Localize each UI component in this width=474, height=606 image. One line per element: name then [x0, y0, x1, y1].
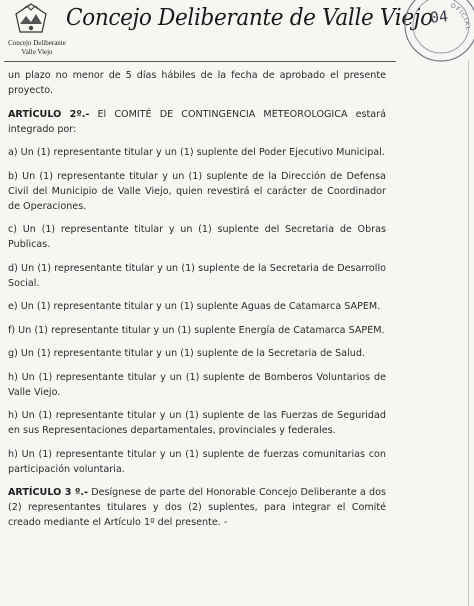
crest-icon [12, 2, 50, 38]
article-label: ARTÍCULO 2º.- [8, 108, 90, 120]
org-name [6, 39, 68, 57]
paragraph-text: f) Un (1) representante titular y un (1) suplente Energía de Catamarca SAPEM. [8, 324, 385, 336]
paragraph-text: c) Un (1) representante titular y un (1) suplente del Secretaria de Obras Publicas. [8, 224, 386, 250]
org-name-line-2: Valle Viejo [21, 48, 53, 56]
page-number: 04 [429, 7, 449, 27]
body-paragraph [8, 408, 386, 438]
paragraph-text: h) Un (1) representante titular y un (1) suplente de las Fuerzas de Seguridad en sus Representaciones departamentales, provinciales y federales. [8, 410, 386, 436]
page-edge [468, 60, 469, 606]
document-body [8, 68, 386, 539]
body-paragraph [8, 261, 386, 291]
letterhead [0, 0, 474, 62]
body-paragraph [8, 68, 386, 98]
paragraph-text: e) Un (1) representante titular y un (1) suplente Aguas de Catamarca SAPEM. [8, 301, 381, 312]
paragraph-text: h) Un (1) representante titular y un (1) suplente de Bomberos Voluntarios de Valle Viejo. [8, 371, 386, 398]
body-paragraph [8, 169, 386, 214]
article-label: ARTÍCULO 3 º.- [8, 487, 88, 498]
paragraph-text: b) Un (1) representante titular y un (1) suplente de la Dirección de Defensa Civil del Municipio de Valle Viejo, quien revestirá el carácter de Coordinador de Operaciones. [8, 170, 386, 212]
body-paragraph [8, 222, 386, 252]
paragraph-text: un plazo no menor de 5 días hábiles de la fecha de aprobado el presente proyecto. [8, 70, 386, 96]
org-name-line-1: Concejo Deliberante [8, 39, 66, 47]
letterhead-title: Concejo Deliberante de Valle Viejo [66, 3, 433, 31]
article-paragraph [8, 485, 386, 530]
body-paragraph [8, 370, 386, 400]
body-paragraph [8, 299, 386, 314]
header-divider [4, 61, 396, 62]
paragraph-text: h) Un (1) representante titular y un (1) suplente de fuerzas comunitarias con participación voluntaria. [8, 448, 386, 475]
article-paragraph [8, 107, 386, 137]
stamp-text: OFICIAL [449, 2, 472, 31]
body-paragraph [8, 145, 386, 160]
body-paragraph [8, 447, 386, 477]
body-paragraph [8, 346, 386, 361]
paragraph-text: g) Un (1) representante titular y un (1) suplente de la Secretaria de Salud. [8, 348, 365, 359]
paragraph-text: Desígnese de parte del Honorable Concejo Deliberante a dos (2) representantes titulares y dos (2) suplentes, para integrar el Comité creado mediante el Artículo 1º del presente. - [8, 487, 386, 528]
body-paragraph [8, 323, 386, 338]
paragraph-text: El COMITÉ DE CONTINGENCIA METEOROLOGICA estará integrado por: [8, 108, 386, 135]
paragraph-text: d) Un (1) representante titular y un (1) suplente de la Secretaria de Desarrollo Social. [8, 262, 386, 289]
paragraph-text: a) Un (1) representante titular y un (1) suplente del Poder Ejecutivo Municipal. [8, 147, 385, 158]
